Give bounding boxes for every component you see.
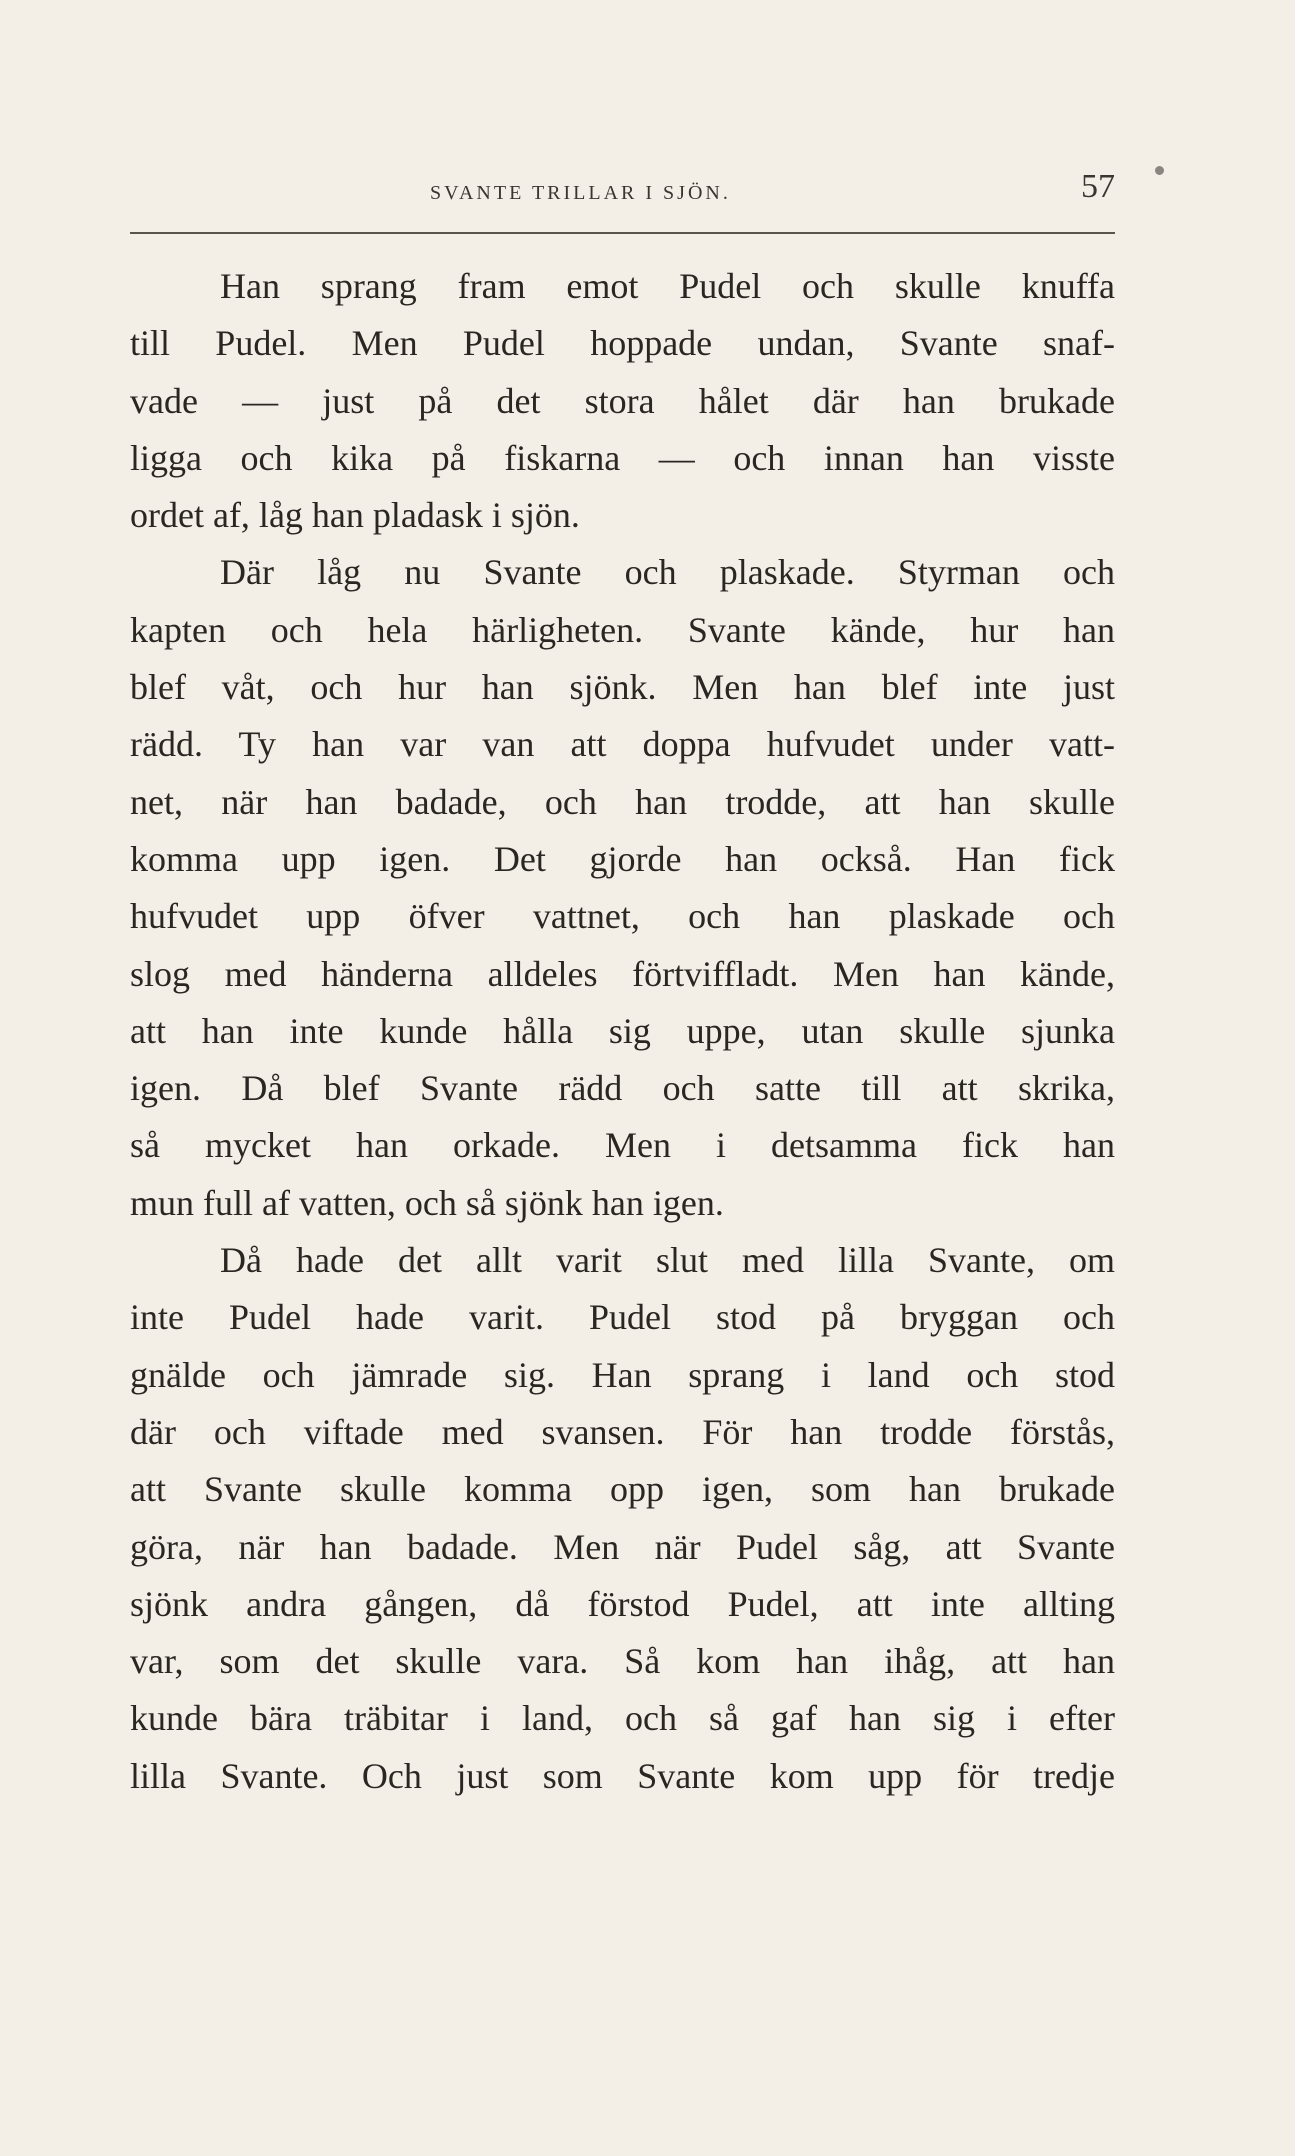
- text-line: där och viftade med svansen. För han trodde förstås,: [130, 1411, 1115, 1452]
- text-line: så mycket han orkade. Men i detsamma fick han: [130, 1125, 1115, 1166]
- text-line: komma upp igen. Det gjorde han också. Han fick: [130, 838, 1115, 879]
- text-line: lilla Svante. Och just som Svante kom upp för tredje: [130, 1755, 1115, 1796]
- running-title: SVANTE TRILLAR I SJÖN.: [430, 182, 731, 204]
- text-line: vade — just på det stora hålet där han brukade: [130, 380, 1115, 421]
- text-line: ligga och kika på fiskarna — och innan han visste: [130, 437, 1115, 478]
- text-line: ordet af, låg han pladask i sjön.: [130, 495, 580, 536]
- page-header: [130, 168, 1115, 228]
- text-line: till Pudel. Men Pudel hoppade undan, Svante snaf-: [130, 323, 1115, 364]
- text-line: mun full af vatten, och så sjönk han igen.: [130, 1182, 724, 1223]
- page-number: 57: [1081, 168, 1115, 205]
- text-line: att Svante skulle komma opp igen, som han brukade: [130, 1469, 1115, 1510]
- header-rule: [130, 232, 1115, 234]
- text-line: Där låg nu Svante och plaskade. Styrman och: [220, 552, 1115, 593]
- text-line: Då hade det allt varit slut med lilla Svante, om: [220, 1240, 1115, 1281]
- body-text: [130, 258, 1115, 1805]
- text-line: sjönk andra gången, då förstod Pudel, att inte allting: [130, 1583, 1115, 1624]
- text-line: gnälde och jämrade sig. Han sprang i land och stod: [130, 1354, 1115, 1395]
- text-line: rädd. Ty han var van att doppa hufvudet under vatt-: [130, 724, 1115, 765]
- text-line: kunde bära träbitar i land, och så gaf han sig i efter: [130, 1698, 1115, 1739]
- text-line: kapten och hela härligheten. Svante kände, hur han: [130, 609, 1115, 650]
- ink-dot: [1155, 166, 1164, 175]
- text-line: göra, när han badade. Men när Pudel såg, att Svante: [130, 1526, 1115, 1567]
- text-line: Han sprang fram emot Pudel och skulle knuffa: [220, 266, 1115, 306]
- text-line: hufvudet upp öfver vattnet, och han plaskade och: [130, 896, 1115, 937]
- text-line: blef våt, och hur han sjönk. Men han blef inte just: [130, 667, 1115, 708]
- text-line: att han inte kunde hålla sig uppe, utan skulle sjunka: [130, 1010, 1115, 1051]
- text-line: igen. Då blef Svante rädd och satte till att skrika,: [130, 1068, 1115, 1109]
- text-line: slog med händerna alldeles förtviffladt. Men han kände,: [130, 953, 1115, 994]
- text-line: inte Pudel hade varit. Pudel stod på bryggan och: [130, 1297, 1115, 1338]
- text-line: net, när han badade, och han trodde, att han skulle: [130, 781, 1115, 822]
- text-line: var, som det skulle vara. Så kom han ihåg, att han: [130, 1641, 1115, 1682]
